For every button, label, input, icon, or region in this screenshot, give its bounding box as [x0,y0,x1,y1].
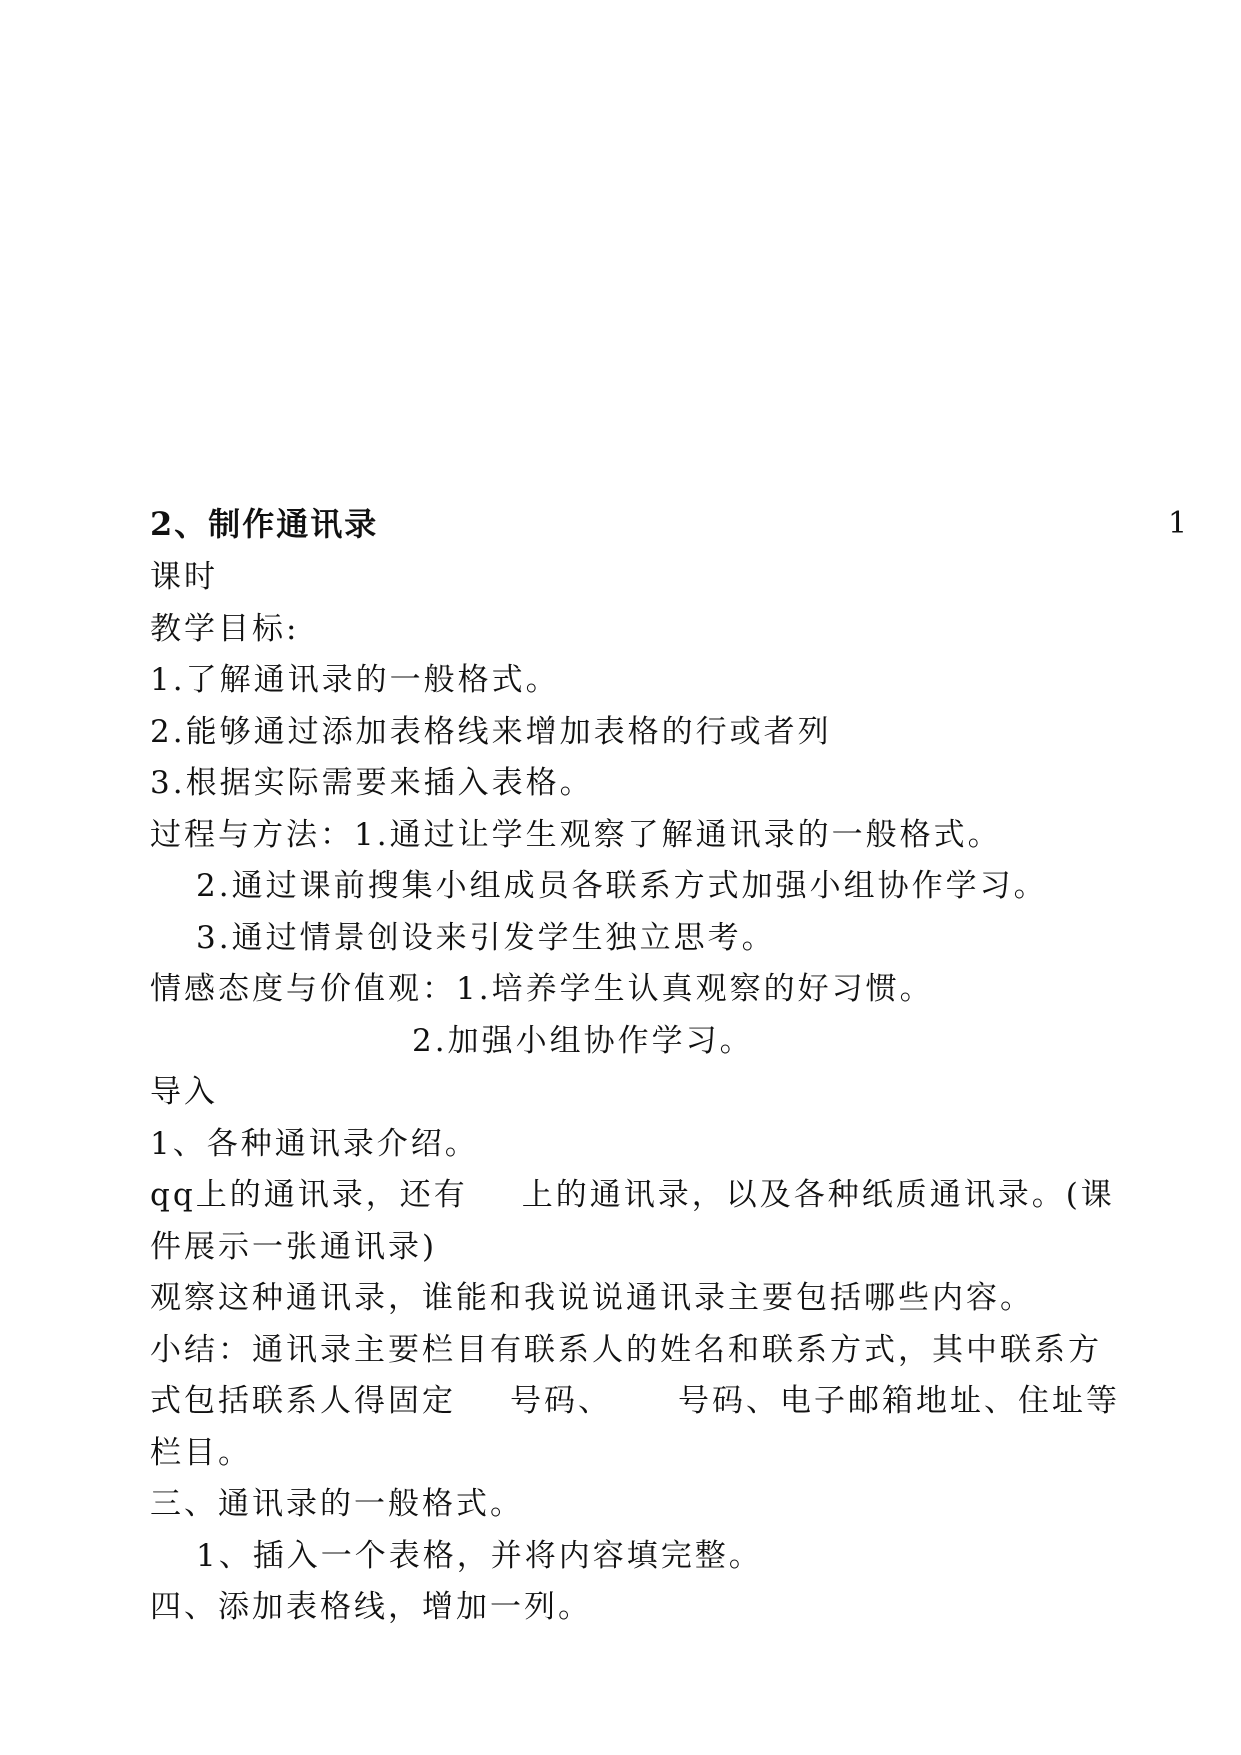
document-body [150,552,1120,1634]
document-title: 2、制作通讯录 [150,505,379,543]
text-line: 2.通过课前搜集小组成员各联系方式加强小组协作学习。 [196,868,1048,904]
text-line: 教学目标: [150,610,300,647]
text-line: 四、添加表格线，增加一列。 [150,1589,592,1625]
text-line: 2.能够通过添加表格线来增加表格的行或者列 [150,713,832,750]
text-line: 过程与方法：1.通过让学生观察了解通讯录的一般格式。 [150,816,1002,853]
text-segment: 上的通讯录，以及各种纸质通讯录。(课 [521,1177,1115,1213]
text-line: 导入 [150,1074,218,1110]
text-segment: 式包括联系人得固定 [150,1383,456,1419]
text-line: 小结：通讯录主要栏目有联系人的姓名和联系方式，其中联系方 [150,1331,1102,1368]
text-line: 1、各种通讯录介绍。 [150,1125,479,1162]
text-line: 3.根据实际需要来插入表格。 [150,765,594,801]
page-number: 1 [1168,506,1188,541]
text-line-contact [150,1376,1120,1428]
text-line: 1.了解通讯录的一般格式。 [150,662,560,698]
text-line: 3.通过情景创设来引发学生独立思考。 [196,919,776,956]
text-line: 栏目。 [150,1434,252,1471]
text-line: 件展示一张通讯录) [150,1228,438,1265]
text-line: 情感态度与价值观：1.培养学生认真观察的好习惯。 [150,971,934,1007]
text-line: 1、插入一个表格，并将内容填完整。 [196,1537,763,1574]
text-line: 观察这种通讯录，谁能和我说说通讯录主要包括哪些内容。 [150,1280,1034,1316]
text-line: 2.加强小组协作学习。 [412,1022,754,1059]
text-segment: 号码、 [510,1383,612,1419]
text-segment: 号码、电子邮箱地址、住址等 [678,1383,1120,1419]
text-line: 三、通讯录的一般格式。 [150,1486,524,1522]
text-segment: qq上的通讯录，还有 [150,1177,468,1213]
text-line-qq [150,1170,1115,1222]
text-line: 课时 [150,559,218,595]
